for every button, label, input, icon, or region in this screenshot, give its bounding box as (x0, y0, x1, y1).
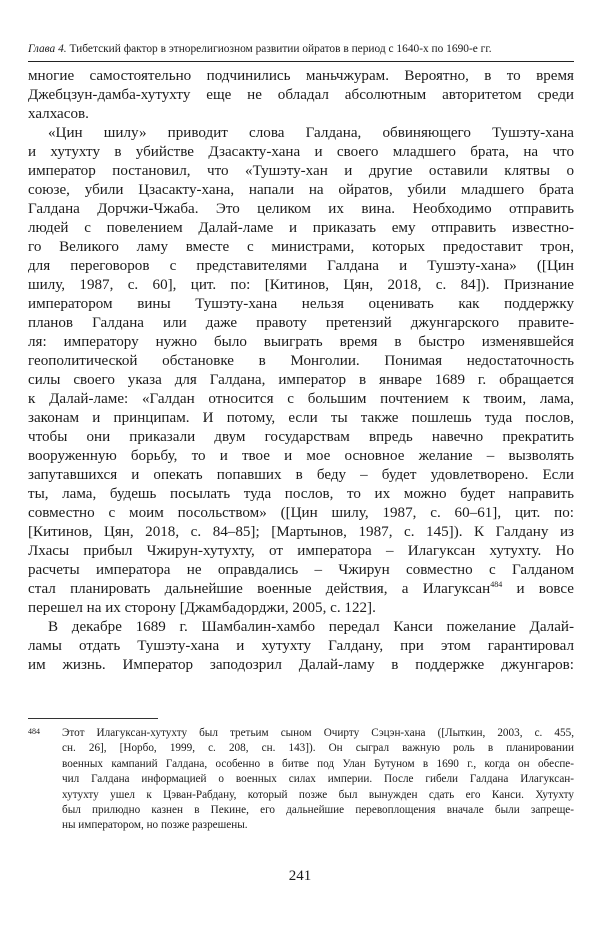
text-line: геополитической обстановке в Монголии. Понимая недостаточность (28, 353, 574, 369)
text-line: [Китинов, Цян, 2018, с. 84–85]; [Мартынов, 1987, с. 145]). К Галдану из (28, 524, 574, 540)
text-line: «Цин шилу» приводит слова Галдана, обвиняющего Тушэту-хана (48, 125, 574, 141)
chapter-title: Тибетский фактор в этнорелигиозном развитии ойратов в период с 1640-х по 1690-е гг. (69, 43, 492, 55)
text-line: ты, лама, будешь посылать туда послов, то их можно будет направить (28, 486, 574, 502)
footnote-line: был прилюдно казнен в Пекине, его дальнейшие перевоплощения вначале были запреще- (62, 803, 574, 816)
text-line: многие самостоятельно подчинились маньчжурам. Вероятно, в то время (28, 68, 574, 84)
text-line: планов Галдана или даже правоту претензий джунгарского правите- (28, 315, 574, 331)
text-line: ля: императору нужно было выиграть время в быстро изменявшейся (28, 334, 574, 350)
text-line: император постановил, что «Тушэту-хан и другие оставили клятвы о (28, 163, 574, 179)
text-line: Лхасы прибыл Чжирун-хутухту, от императора – Илагуксан хутухту. Но (28, 543, 574, 559)
footnote-line: сн. 26], [Норбо, 1999, с. 208, сн. 143]). Он сыграл важную роль в планировании (62, 742, 574, 755)
footnote-rule (28, 718, 158, 719)
text-line: законам и принципам. И потому, если ты также пошлешь туда послов, (28, 410, 574, 426)
text-line: В декабре 1689 г. Шамбалин-хамбо передал Канси пожелание Далай- (48, 619, 574, 635)
chapter-label: Глава 4. (28, 43, 67, 55)
page-number: 241 (288, 868, 312, 884)
text-line: совместно с моим посольством» ([Цин шилу, 1987, с. 60–61], цит. по: (28, 505, 574, 521)
footnote (28, 726, 574, 834)
footnote-line: военных кампаний Галдана, особенно в битве под Улан Бутуном в 1690 г., когда он обеспе- (62, 757, 574, 770)
text-line: запутавшихся и опекать попавших в беду – будет удовлетворено. Если (28, 467, 574, 483)
running-header (28, 42, 576, 56)
text-line: ламы отдать Тушэту-хана и хутухту Галдану, при этом гарантировал (28, 638, 574, 654)
header-rule (28, 61, 574, 62)
footnote-text (62, 726, 574, 834)
text-line: людей с повелением Далай-ламе и приказать ему отправить известно- (28, 220, 574, 236)
text-line: Галдана Дорчжи-Чжаба. Это целиком их вина. Необходимо отправить (28, 201, 574, 217)
text-line: к Далай-ламе: «Галдан относится с большим почтением к твоим, лама, (28, 391, 574, 407)
text-segment: и вовсе (516, 581, 575, 597)
footnote-line: ны императором, но позже разрешены. (62, 819, 248, 832)
text-line: вооруженную борьбу, то и твое и мое основное желание – вызволять (28, 448, 574, 464)
text-line: для переговоров с представителями Галдана и Тушэту-хана» ([Цин (28, 258, 574, 274)
footnote-line: Этот Илагуксан-хутухту был третьим сыном Очирту Сэцэн-хана ([Лыткин, 2003, с. 455, (62, 727, 574, 739)
text-line: императором вины Тушэту-хана нельзя оценивать как поддержку (28, 296, 574, 312)
text-segment: стал планировать дальнейшие военные действия, а Илагуксан (28, 581, 491, 597)
footnote-number: 484 (28, 727, 40, 736)
text-line: чтобы они приказали двум государствам впредь навечно прекратить (28, 429, 574, 445)
text-line (28, 580, 574, 599)
text-line: халхасов. (28, 106, 89, 122)
text-line: и хутухту в убийстве Дзасакту-хана и своего младшего брата, на что (28, 144, 574, 160)
text-line: силы своего указа для Галдана, император в январе 1689 г. обращается (28, 372, 574, 388)
text-line: перешел на их сторону [Джамбадорджи, 2005, с. 122]. (28, 600, 376, 616)
text-line: Джебцзун-дамба-хутухту еще не обладал абсолютным авторитетом среди (28, 87, 574, 103)
text-line: шилу, 1987, с. 60], цит. по: [Китинов, Цян, 2018, с. 84]). Признание (28, 277, 574, 293)
footnote-line: хутухту ушел к Цэван-Рабдану, который позже был вынужден сдать его Канси. Хутухту (62, 788, 574, 801)
text-line: союзе, убили Цзасакту-хана, напали на ойратов, убили младшего брата (28, 182, 574, 198)
main-text (28, 67, 574, 675)
text-line: им жизнь. Император заподозрил Далай-ламу в поддержке джунгаров: (28, 657, 574, 673)
text-line: го Великого ламу вместе с министрами, которых предоставит трон, (28, 239, 574, 255)
text-line: расчеты императора не оправдались – Чжирун совместно с Галданом (28, 562, 574, 578)
footnote-line: чил Галдана информацией о военных силах империи. После гибели Галдана Илагуксан- (62, 773, 574, 786)
footnote-reference[interactable]: 484 (490, 580, 503, 589)
